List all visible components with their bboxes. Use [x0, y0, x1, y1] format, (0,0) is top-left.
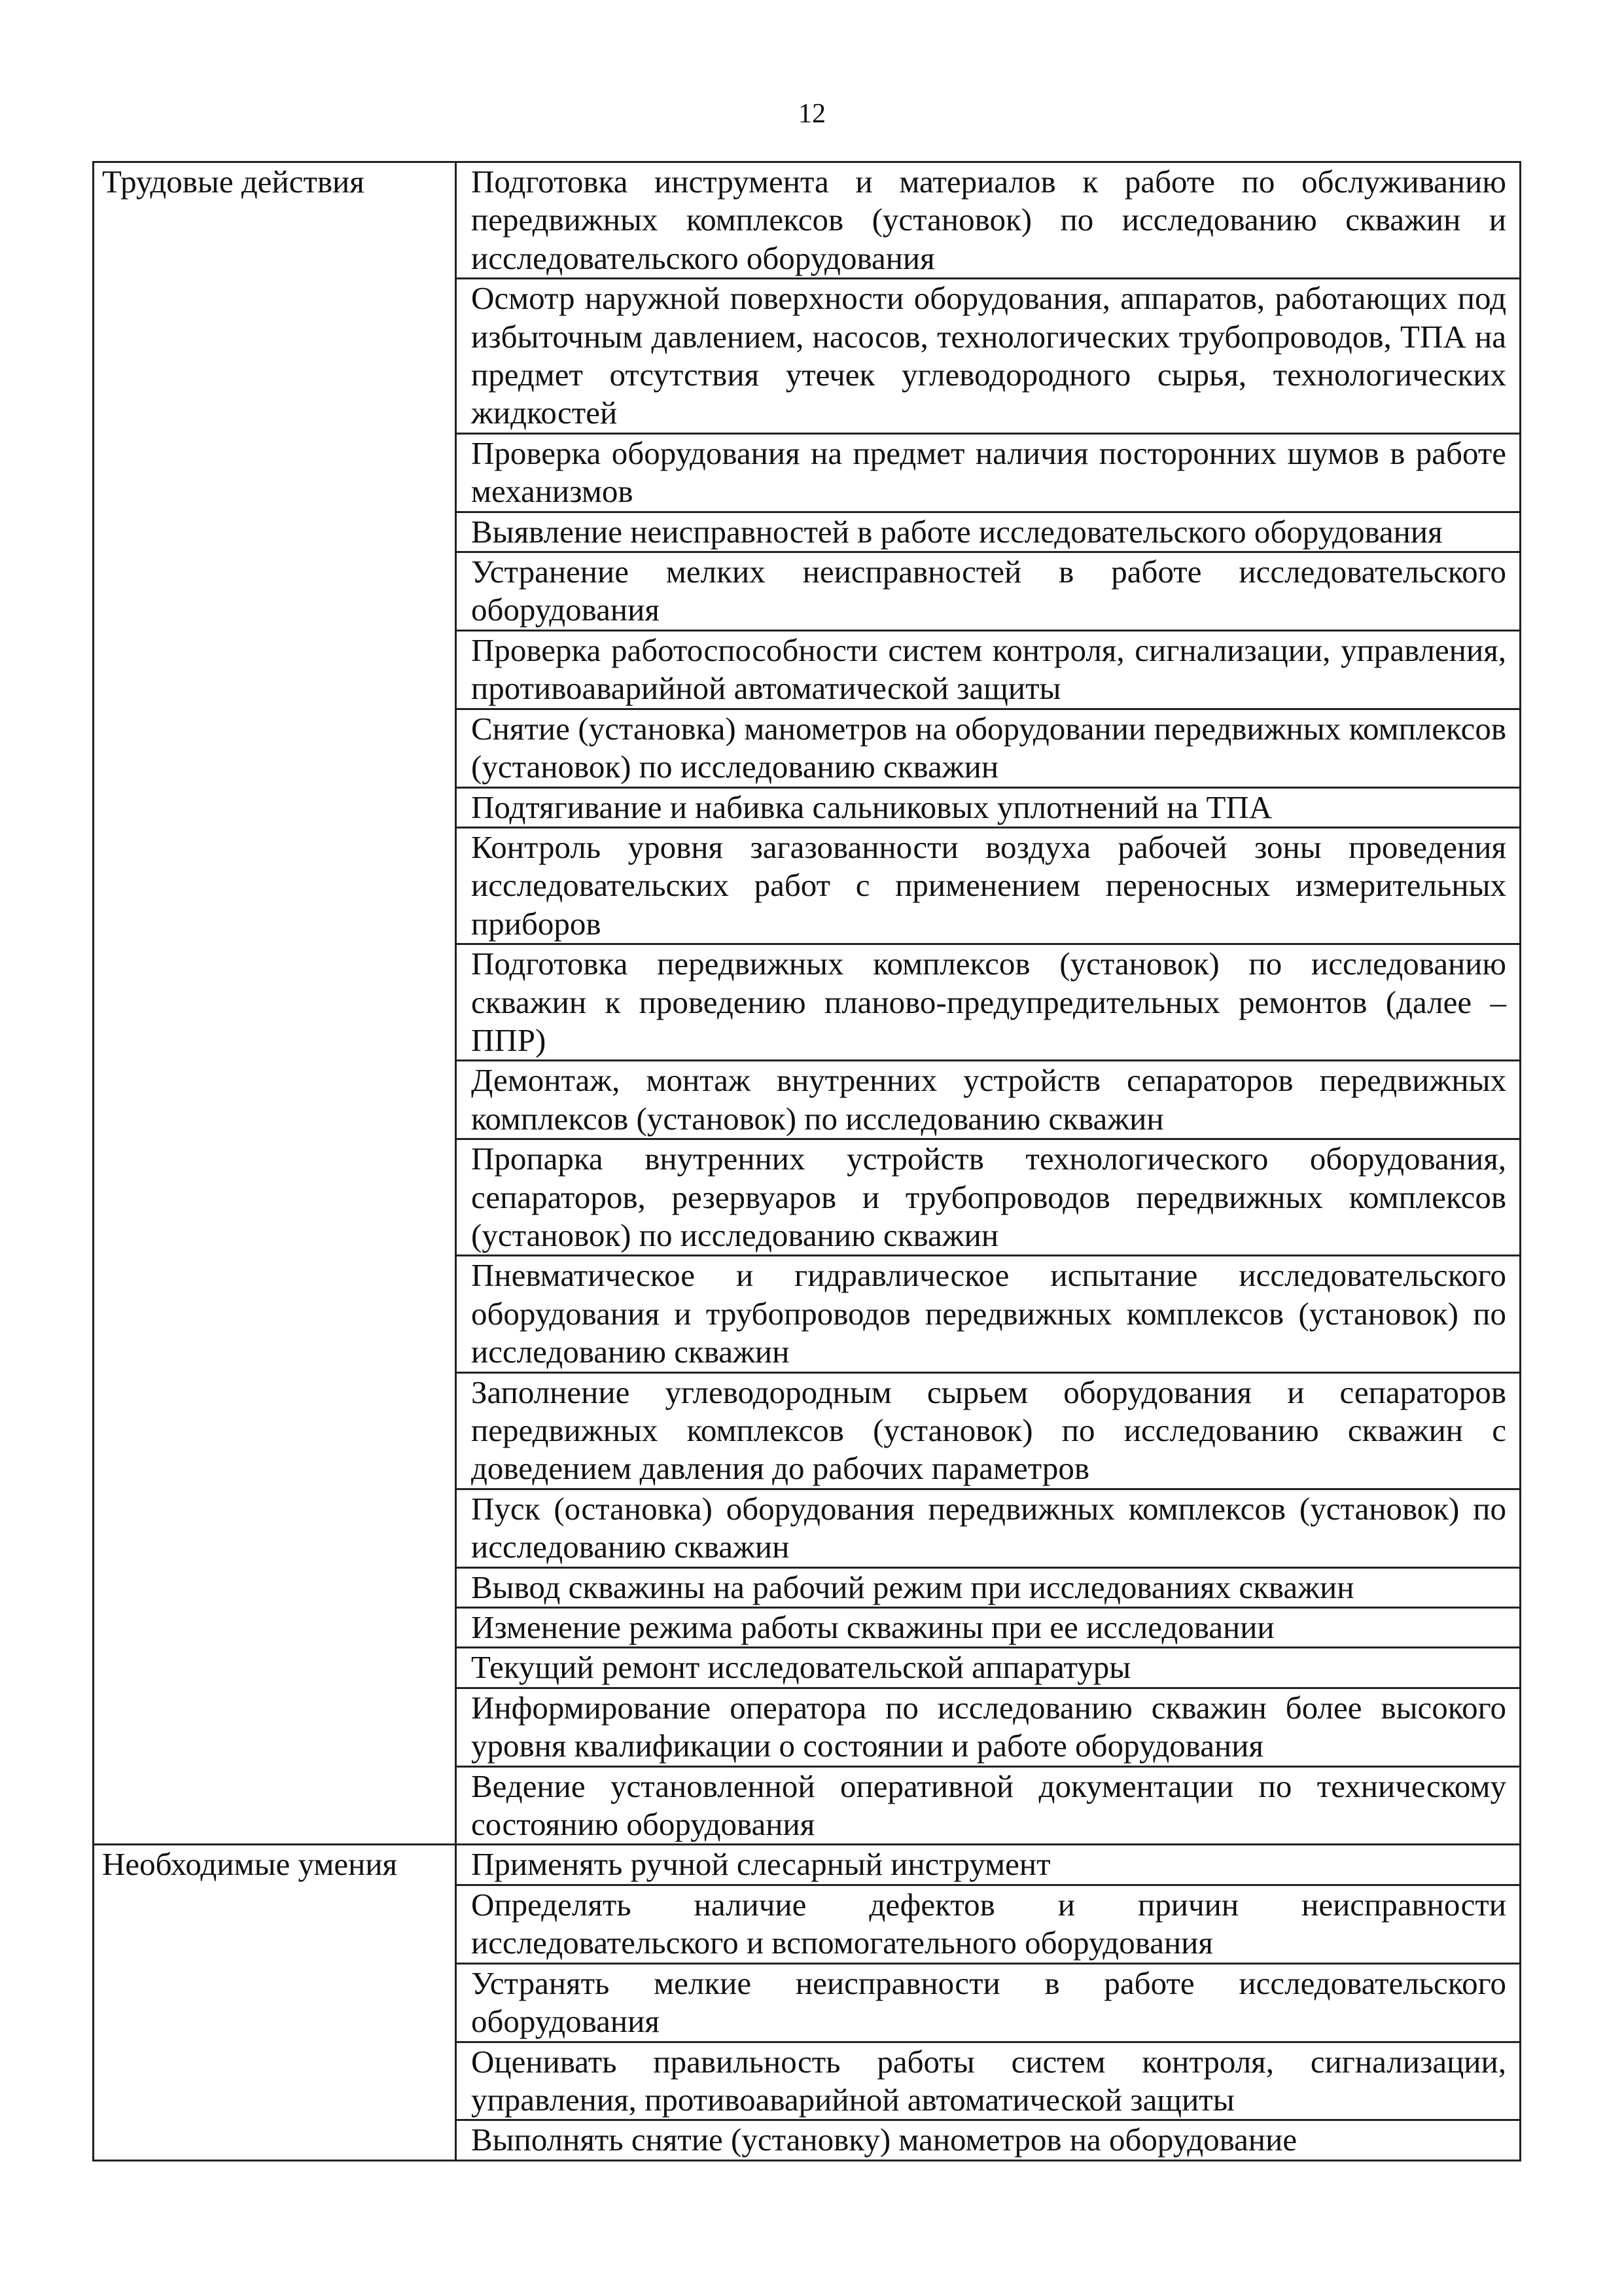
table-cell-item: Ведение установленной оперативной документации по техническому состоянию оборудования: [456, 1766, 1521, 1845]
section-label: Необходимые умения: [94, 1845, 456, 2160]
table-row: [94, 162, 1521, 279]
table-cell-item: Осмотр наружной поверхности оборудования, аппаратов, работающих под избыточным давлением, насосов, технологических трубопроводов, ТПА на предмет отсутствия утечек углеводородного сырья, технологических жидкостей: [456, 279, 1521, 434]
table-cell-item: Проверка оборудования на предмет наличия посторонних шумов в работе механизмов: [456, 433, 1521, 512]
section-label: Трудовые действия: [94, 162, 456, 1845]
table-cell-item: Пуск (остановка) оборудования передвижных комплексов (установок) по исследованию скважин: [456, 1489, 1521, 1567]
competency-table: [92, 161, 1521, 2162]
table-cell-item: Информирование оператора по исследованию скважин более высокого уровня квалификации о состоянии и работе оборудования: [456, 1688, 1521, 1766]
table-body: [94, 162, 1521, 2161]
table-cell-item: Подготовка инструмента и материалов к работе по обслуживанию передвижных комплексов (установок) по исследованию скважин и исследовательского оборудования: [456, 162, 1521, 279]
table-cell-item: Контроль уровня загазованности воздуха рабочей зоны проведения исследовательских работ с применением переносных измерительных приборов: [456, 827, 1521, 944]
table-cell-item: Текущий ремонт исследовательской аппаратуры: [456, 1648, 1521, 1688]
table-cell-item: Пропарка внутренних устройств технологического оборудования, сепараторов, резервуаров и трубопроводов передвижных комплексов (установок) по исследованию скважин: [456, 1139, 1521, 1256]
table-cell-item: Оценивать правильность работы систем контроля, сигнализации, управления, противоаварийной автоматической защиты: [456, 2042, 1521, 2120]
table-cell-item: Устранять мелкие неисправности в работе исследовательского оборудования: [456, 1963, 1521, 2042]
table-cell-item: Заполнение углеводородным сырьем оборудования и сепараторов передвижных комплексов (установок) по исследованию скважин с доведением давления до рабочих параметров: [456, 1372, 1521, 1489]
table-cell-item: Вывод скважины на рабочий режим при исследованиях скважин: [456, 1567, 1521, 1607]
table-cell-item: Пневматическое и гидравлическое испытание исследовательского оборудования и трубопроводов передвижных комплексов (установок) по исследованию скважин: [456, 1256, 1521, 1372]
table-cell-item: Проверка работоспособности систем контроля, сигнализации, управления, противоаварийной автоматической защиты: [456, 630, 1521, 709]
page-number: 12: [798, 99, 826, 129]
table-cell-item: Подготовка передвижных комплексов (установок) по исследованию скважин к проведению планово-предупредительных ремонтов (далее – ППР): [456, 944, 1521, 1061]
table-cell-item: Устранение мелких неисправностей в работе исследовательского оборудования: [456, 552, 1521, 631]
table-cell-item: Выявление неисправностей в работе исследовательского оборудования: [456, 512, 1521, 552]
table-cell-item: Выполнять снятие (установку) манометров на оборудование: [456, 2120, 1521, 2160]
table-cell-item: Применять ручной слесарный инструмент: [456, 1845, 1521, 1885]
table-cell-item: Подтягивание и набивка сальниковых уплотнений на ТПА: [456, 787, 1521, 827]
table-row: [94, 1845, 1521, 1885]
table-cell-item: Снятие (установка) манометров на оборудовании передвижных комплексов (установок) по исследованию скважин: [456, 709, 1521, 787]
table-cell-item: Демонтаж, монтаж внутренних устройств сепараторов передвижных комплексов (установок) по исследованию скважин: [456, 1061, 1521, 1139]
table-cell-item: Изменение режима работы скважины при ее исследовании: [456, 1608, 1521, 1648]
table-cell-item: Определять наличие дефектов и причин неисправности исследовательского и вспомогательного оборудования: [456, 1885, 1521, 1963]
